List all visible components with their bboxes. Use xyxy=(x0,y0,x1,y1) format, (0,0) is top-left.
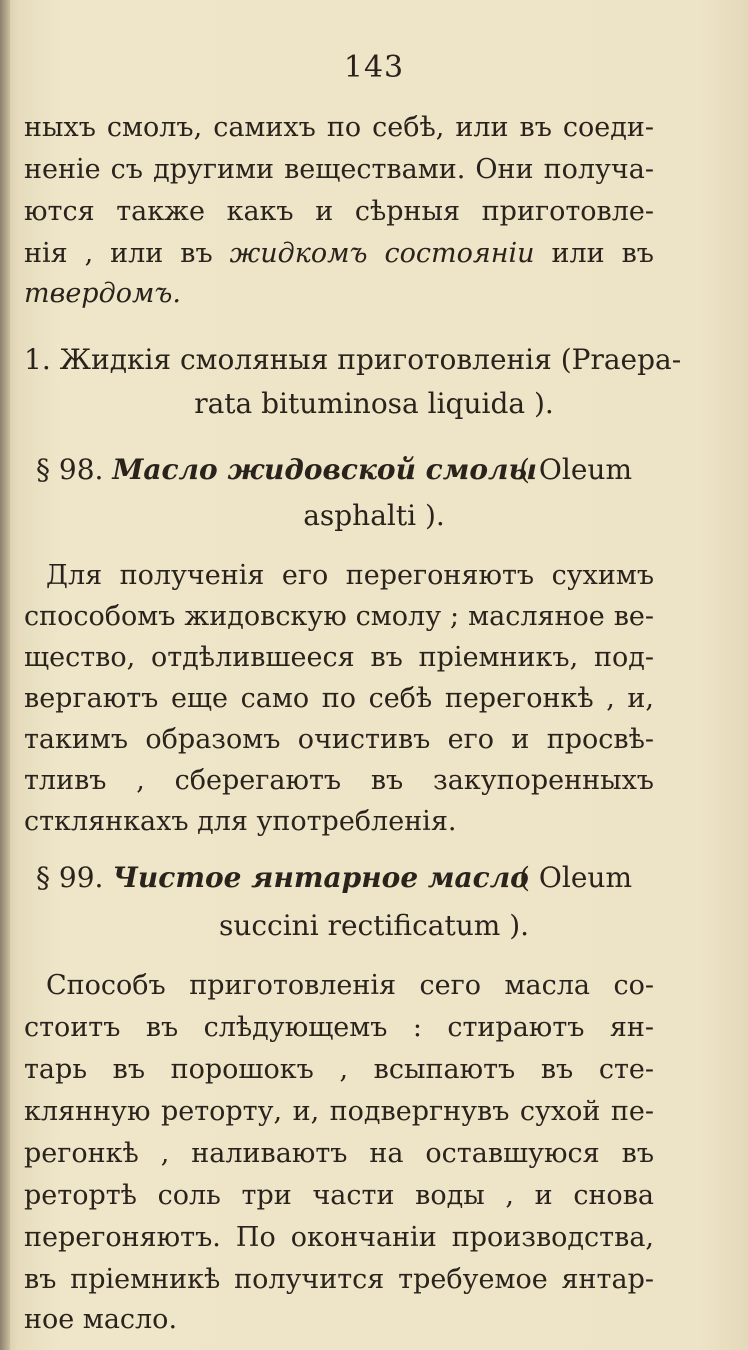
section-heading-line-1: 1. Жидкія смоляныя приготовленія (Praepa- xyxy=(24,343,682,376)
paragraph-99-latin-cont: succini rectificatum ). xyxy=(218,909,530,942)
paragraph-99-number: § 99. xyxy=(36,861,104,894)
paragraph-98-line-2: способомъ жидовскую смолу ; масляное ве- xyxy=(24,601,654,632)
paragraph-98-line-3: щество, отдѣлившееся въ пріемникъ, под- xyxy=(24,642,654,673)
paragraph-99-line-1: Способъ приготовленія сего масла со- xyxy=(46,970,654,1001)
paragraph-98-line-5: такимъ образомъ очистивъ его и просвѣ- xyxy=(24,724,654,755)
paragraph-99-line-8: въ пріемникѣ получится требуемое янтар- xyxy=(24,1264,654,1295)
paragraph-99-line-2: стоитъ въ слѣдующемъ : стираютъ ян- xyxy=(24,1012,654,1043)
paragraph-99-line-7: перегоняютъ. По окончаніи производства, xyxy=(24,1222,654,1253)
intro-line-4-end: или въ xyxy=(551,238,654,269)
paragraph-98-line-6: тливъ , сберегаютъ въ закупоренныхъ xyxy=(24,765,654,796)
paragraph-99-line-9: ное масло. xyxy=(24,1304,178,1335)
paragraph-98-latin-cont: asphalti ). xyxy=(303,499,445,532)
paragraph-99-heading xyxy=(36,858,632,898)
paragraph-98-title: Масло жидовской смолы xyxy=(112,453,538,486)
paragraph-99-line-3: тарь въ порошокъ , всыпаютъ въ сте- xyxy=(24,1054,654,1085)
intro-line-5: твердомъ. xyxy=(24,278,181,309)
page-number: 143 xyxy=(343,50,405,85)
intro-line-3: ются также какъ и сѣрныя приготовле- xyxy=(24,196,654,227)
intro-line-4-italic: жидкомъ состояніи xyxy=(229,238,535,269)
intro-line-4-start: нія , или въ xyxy=(24,238,213,269)
paragraph-98-number: § 98. xyxy=(36,453,104,486)
intro-line-1: ныхъ смолъ, самихъ по себѣ, или въ соеди- xyxy=(24,112,654,143)
paragraph-98-line-4: вергаютъ еще само по себѣ перегонкѣ , и, xyxy=(24,683,654,714)
intro-line-2: неніе съ другими веществами. Они получа- xyxy=(24,154,654,185)
paragraph-99-line-4: клянную реторту, и, подвергнувъ сухой пе- xyxy=(24,1096,654,1127)
paragraph-98-latin: ( Oleum xyxy=(519,453,632,486)
section-heading-line-2: rata bituminosa liquida ). xyxy=(194,387,554,420)
paragraph-99-latin: ( Oleum xyxy=(519,861,632,894)
paragraph-98-line-7: стклянкахъ для употребленія. xyxy=(24,806,457,837)
paragraph-98-heading xyxy=(36,450,632,490)
page-edge-shadow xyxy=(0,0,10,1350)
intro-line-4 xyxy=(24,234,654,274)
paragraph-99-line-6: ретортѣ соль три части воды , и снова xyxy=(24,1180,654,1211)
paragraph-99-line-5: регонкѣ , наливаютъ на оставшуюся въ xyxy=(24,1138,654,1169)
paragraph-99-title: Чистое янтарное масло xyxy=(112,861,529,894)
paragraph-98-line-1: Для полученія его перегоняютъ сухимъ xyxy=(46,560,654,591)
